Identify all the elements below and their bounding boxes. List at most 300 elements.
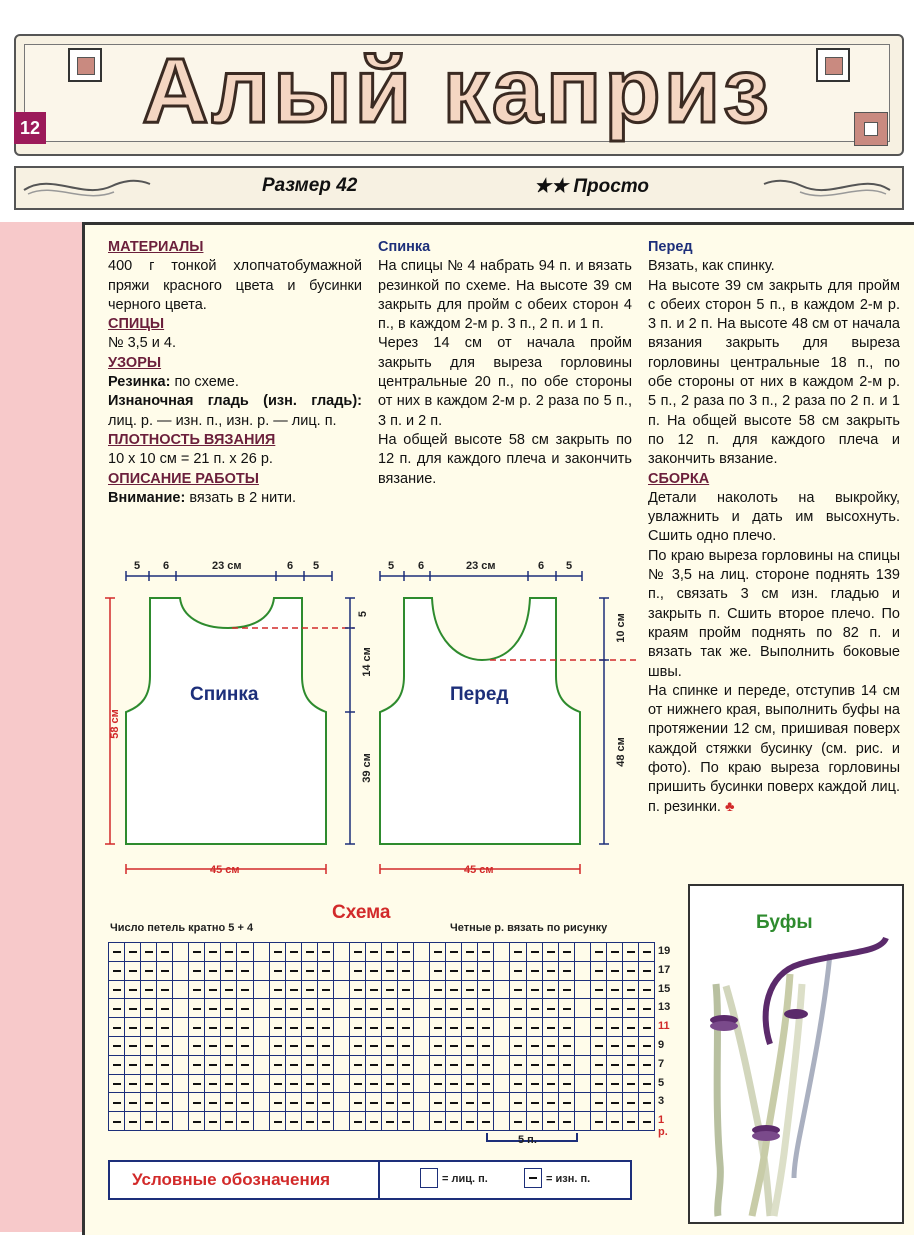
purl-dash-icon (531, 1045, 539, 1047)
purl-cell (397, 942, 414, 962)
purl-dash-icon (402, 951, 410, 953)
purl-dash-icon (129, 1064, 137, 1066)
purl-dash-icon (434, 1083, 442, 1085)
purl-dash-icon (274, 989, 282, 991)
purl-cell (606, 998, 623, 1018)
purl-cell (269, 1074, 286, 1094)
knit-cell (493, 1074, 510, 1094)
purl-dash-icon (145, 1102, 153, 1104)
purl-cell (381, 1017, 398, 1037)
purl-cell (397, 980, 414, 1000)
legend-title: Условные обозначения (132, 1170, 331, 1189)
purl-cell (397, 1111, 414, 1131)
purl-dash-icon (611, 1064, 619, 1066)
knit-cell (413, 1055, 430, 1075)
purl-cell (349, 998, 366, 1018)
purl-dash-icon (145, 989, 153, 991)
purl-cell (188, 961, 205, 981)
purl-dash-icon (611, 951, 619, 953)
purl-cell (269, 1036, 286, 1056)
purl-cell (429, 961, 446, 981)
knit-cell (253, 1111, 270, 1131)
purl-dash-icon (514, 1083, 522, 1085)
knit-cell (493, 1036, 510, 1056)
purl-dash-icon (113, 1102, 121, 1104)
purl-dash-icon (290, 1102, 298, 1104)
purl-dash-icon (563, 1064, 571, 1066)
purl-dash-icon (193, 951, 201, 953)
purl-cell (461, 1092, 478, 1112)
purl-cell (397, 1074, 414, 1094)
knit-cell (574, 1055, 591, 1075)
knit-cell (413, 961, 430, 981)
dim-label: 45 см (210, 864, 240, 876)
purl-dash-icon (241, 951, 249, 953)
purl-cell (108, 1017, 125, 1037)
purl-cell (236, 1055, 253, 1075)
purl-dash-icon (370, 970, 378, 972)
purl-dash-icon (450, 1121, 458, 1123)
row-label: 19 (658, 945, 671, 957)
purl-dash-icon (627, 970, 635, 972)
purl-cell (445, 942, 462, 962)
patterns-heading: УЗОРЫ (108, 354, 162, 371)
purl-text: лиц. р. — изн. п., изн. р. — лиц. п. (108, 412, 337, 429)
purl-cell (140, 942, 157, 962)
purl-dash-icon (386, 1008, 394, 1010)
purl-cell (317, 1055, 334, 1075)
purl-dash-icon (370, 1064, 378, 1066)
purl-cell (590, 1074, 607, 1094)
purl-cell (429, 1074, 446, 1094)
dim-label: 23 см (466, 560, 496, 572)
swirl-right-icon (762, 170, 892, 204)
purl-cell (236, 942, 253, 962)
purl-cell (461, 998, 478, 1018)
purl-dash-icon (113, 1083, 121, 1085)
knit-cell (172, 1055, 189, 1075)
purl-dash-icon (193, 1064, 201, 1066)
purl-cell (381, 1092, 398, 1112)
purl-dash-icon (402, 1064, 410, 1066)
purl-dash-icon (113, 1008, 121, 1010)
purl-dash-icon (161, 1064, 169, 1066)
dim-label: 23 см (212, 560, 242, 572)
purl-dash-icon (290, 1008, 298, 1010)
purl-cell (445, 961, 462, 981)
purl-cell (204, 961, 221, 981)
purl-cell (509, 1017, 526, 1037)
purl-cell (461, 961, 478, 981)
purl-dash-icon (514, 970, 522, 972)
purl-dash-icon (274, 1121, 282, 1123)
purl-dash-icon (563, 1121, 571, 1123)
purl-dash-icon (386, 989, 394, 991)
purl-cell (349, 1017, 366, 1037)
purl-cell (156, 1092, 173, 1112)
purl-dash-icon (547, 970, 555, 972)
purl-dash-icon (306, 1027, 314, 1029)
purl-dash-icon (370, 1045, 378, 1047)
purl-cell (397, 1036, 414, 1056)
purl-dash-icon (434, 1045, 442, 1047)
purl-dash-icon (241, 1121, 249, 1123)
assembly-paragraph: Детали наколоть на выкройку, увлажнить и дать им высохнуть. Сшить одно плечо. (648, 489, 900, 545)
purl-dash-icon (482, 970, 490, 972)
purl-dash-icon (290, 951, 298, 953)
assembly-paragraph: По краю выреза горловины на спицы № 3,5 на лиц. стороне поднять 139 п., связать 3 см изн. гладью и закрыть п. Сшить второе плечо. По краям пройм поднять по 82 п. и вязать так же. Выполнить боковые швы. (648, 547, 900, 680)
knit-cell (574, 1111, 591, 1131)
purl-cell (269, 1017, 286, 1037)
purl-dash-icon (113, 1045, 121, 1047)
purl-cell (220, 998, 237, 1018)
purl-cell (156, 961, 173, 981)
purl-dash-icon (611, 1121, 619, 1123)
back-paragraph: На спицы № 4 набрать 94 п. и вязать резинкой по схеме. На высоте 39 см закрыть для пройм с обеих сторон 4 п., в каждом 2-м р. 3 п., 2 п. и 1 п. (378, 258, 632, 333)
purl-dash-icon (595, 1102, 603, 1104)
purl-cell (526, 1055, 543, 1075)
purl-cell (509, 1074, 526, 1094)
swirl-left-icon (22, 170, 152, 204)
purl-cell (445, 1092, 462, 1112)
purl-dash-icon (193, 970, 201, 972)
purl-cell (397, 1017, 414, 1037)
purl-dash-icon (290, 1045, 298, 1047)
purl-cell (285, 980, 302, 1000)
purl-dash-icon (466, 1045, 474, 1047)
purl-dash-icon (354, 970, 362, 972)
purl-cell (220, 980, 237, 1000)
purl-cell (124, 998, 141, 1018)
purl-cell (445, 1017, 462, 1037)
dim-label: 6 (418, 560, 425, 572)
purl-dash-icon (643, 1045, 651, 1047)
purl-cell (526, 1036, 543, 1056)
purl-dash-icon (290, 989, 298, 991)
purl-dash-icon (402, 1102, 410, 1104)
purl-cell (558, 1092, 575, 1112)
purl-dash-icon (193, 1083, 201, 1085)
purl-dash-icon (450, 970, 458, 972)
purl-cell (542, 942, 559, 962)
dim-label: 5 (388, 560, 395, 572)
purl-cell (140, 998, 157, 1018)
purl-cell (381, 998, 398, 1018)
purl-dash-icon (402, 989, 410, 991)
purl-cell (558, 998, 575, 1018)
purl-cell (236, 1111, 253, 1131)
purl-cell (638, 1074, 655, 1094)
purl-cell (269, 1055, 286, 1075)
purl-cell (606, 1092, 623, 1112)
purl-dash-icon (611, 1008, 619, 1010)
purl-cell (542, 1111, 559, 1131)
purl-cell (381, 1111, 398, 1131)
purl-cell (477, 1017, 494, 1037)
purl-dash-icon (627, 1027, 635, 1029)
purl-dash-icon (354, 1102, 362, 1104)
knit-cell (413, 980, 430, 1000)
dim-label: 5 (134, 560, 141, 572)
purl-dash-icon (482, 1102, 490, 1104)
purl-cell (429, 1111, 446, 1131)
purl-dash-icon (595, 1121, 603, 1123)
purl-cell (509, 1036, 526, 1056)
bufy-drawing (690, 934, 898, 1218)
purl-cell (526, 1092, 543, 1112)
purl-cell (477, 942, 494, 962)
knitting-chart (108, 942, 654, 1130)
purl-cell (317, 1092, 334, 1112)
purl-dash-icon (563, 1008, 571, 1010)
purl-cell (397, 961, 414, 981)
dim-label: 6 (538, 560, 545, 572)
purl-cell (317, 961, 334, 981)
purl-dash-icon (450, 951, 458, 953)
purl-dash-icon (643, 1064, 651, 1066)
purl-dash-icon (482, 1008, 490, 1010)
purl-cell (108, 980, 125, 1000)
materials-text: 400 г тонкой хлопчатобумажной пряжи красного цвета и бусинки черного цвета. (108, 258, 362, 313)
purl-dash-icon (402, 970, 410, 972)
purl-dash-icon (482, 989, 490, 991)
purl-cell (622, 1017, 639, 1037)
repeat-bracket-tick (576, 1133, 578, 1142)
purl-cell (156, 1074, 173, 1094)
purl-dash-icon (209, 989, 217, 991)
purl-dash-icon (563, 951, 571, 953)
purl-cell (558, 1036, 575, 1056)
knit-cell (574, 1074, 591, 1094)
purl-dash-icon (466, 1102, 474, 1104)
purl-dash-icon (595, 1064, 603, 1066)
purl-dash-icon (450, 1102, 458, 1104)
purl-dash-icon (209, 970, 217, 972)
purl-dash-icon (225, 951, 233, 953)
knit-cell (574, 1017, 591, 1037)
purl-cell (220, 961, 237, 981)
purl-dash-icon (209, 1121, 217, 1123)
knit-cell (574, 1036, 591, 1056)
purl-cell (365, 980, 382, 1000)
purl-dash-icon (595, 1045, 603, 1047)
purl-cell (590, 1111, 607, 1131)
purl-cell (108, 942, 125, 962)
purl-dash-icon (193, 1121, 201, 1123)
purl-cell (220, 1017, 237, 1037)
purl-cell (301, 980, 318, 1000)
purl-cell (477, 1111, 494, 1131)
rib-label: Резинка: (108, 374, 171, 391)
purl-dash-icon (290, 1083, 298, 1085)
purl-cell (269, 998, 286, 1018)
purl-cell (509, 942, 526, 962)
knit-cell (413, 1074, 430, 1094)
purl-cell (622, 998, 639, 1018)
attention-text: вязать в 2 нити. (189, 489, 297, 506)
purl-dash-icon (547, 1064, 555, 1066)
purl-cell (381, 980, 398, 1000)
repeat-label: 5 п. (518, 1134, 537, 1146)
purl-cell (140, 980, 157, 1000)
purl-dash-icon (611, 1083, 619, 1085)
page-number: 12 (14, 112, 46, 144)
purl-cell (542, 998, 559, 1018)
purl-dash-icon (145, 1064, 153, 1066)
purl-dash-icon (402, 1121, 410, 1123)
purl-dash-icon (547, 989, 555, 991)
purl-cell (606, 1017, 623, 1037)
purl-cell (526, 1111, 543, 1131)
purl-dash-icon (306, 951, 314, 953)
purl-cell (188, 1055, 205, 1075)
purl-dash-icon (241, 1083, 249, 1085)
back-paragraph: Через 14 см от начала пройм закрыть для выреза горловины центральные 20 п., по обе стороны от них в каждом 2-м р. 2 раза по 5 п., 3 п. и 2 п. (378, 335, 632, 429)
purl-dash-icon (145, 1027, 153, 1029)
purl-dash-icon (514, 1064, 522, 1066)
purl-cell (622, 961, 639, 981)
purl-cell (429, 1036, 446, 1056)
purl-dash-icon (209, 1064, 217, 1066)
purl-cell (124, 961, 141, 981)
dim-label: 48 см (614, 737, 627, 767)
purl-cell (204, 1017, 221, 1037)
purl-dash-icon (129, 951, 137, 953)
knit-cell (333, 961, 350, 981)
purl-cell (156, 980, 173, 1000)
purl-cell (317, 1111, 334, 1131)
purl-cell (526, 980, 543, 1000)
purl-dash-icon (129, 1102, 137, 1104)
purl-dash-icon (643, 951, 651, 953)
purl-cell (236, 1036, 253, 1056)
knit-cell (574, 942, 591, 962)
corner-square-icon (854, 112, 888, 146)
purl-cell (156, 1055, 173, 1075)
purl-dash-icon (145, 1083, 153, 1085)
purl-dash-icon (113, 970, 121, 972)
purl-cell (349, 942, 366, 962)
purl-dash-icon (306, 1045, 314, 1047)
purl-dash-icon (547, 1008, 555, 1010)
purl-cell (622, 1111, 639, 1131)
purl-dash-icon (354, 1027, 362, 1029)
purl-dash-icon (241, 1027, 249, 1029)
purl-dash-icon (209, 1083, 217, 1085)
purl-dash-icon (161, 1008, 169, 1010)
purl-dash-icon (145, 1045, 153, 1047)
legend-divider (378, 1162, 380, 1198)
purl-cell (445, 980, 462, 1000)
purl-dash-icon (547, 1027, 555, 1029)
purl-cell (445, 1036, 462, 1056)
purl-cell (204, 1036, 221, 1056)
purl-cell (140, 1092, 157, 1112)
knit-cell (253, 1092, 270, 1112)
knit-cell (333, 1017, 350, 1037)
purl-cell (509, 980, 526, 1000)
purl-dash-icon (161, 989, 169, 991)
club-icon: ♣ (724, 798, 735, 815)
purl-dash-icon (643, 970, 651, 972)
knit-cell (333, 1074, 350, 1094)
purl-cell (365, 961, 382, 981)
purl-cell (606, 980, 623, 1000)
assembly-paragraph: На спинке и переде, отступив 14 см от нижнего края, выполнить буфы на протяжении 12 см, пришивая поверх каждой стяжки бусинку (см. рис. и фото). По краю выреза горловины пришить бусинки поверх каждой лиц. п. резинки. ♣ (648, 682, 900, 815)
purl-cell (269, 1111, 286, 1131)
purl-dash-icon (595, 951, 603, 953)
purl-dash-icon (563, 989, 571, 991)
purl-cell (590, 980, 607, 1000)
row-label: 7 (658, 1057, 665, 1070)
purl-cell (365, 1111, 382, 1131)
purl-dash-icon (386, 951, 394, 953)
knit-cell (172, 998, 189, 1018)
dim-label: 10 см (614, 613, 627, 643)
purl-cell (140, 1017, 157, 1037)
purl-dash-icon (161, 1102, 169, 1104)
purl-dash-icon (482, 951, 490, 953)
purl-cell (124, 980, 141, 1000)
purl-cell (397, 1055, 414, 1075)
purl-cell (108, 1092, 125, 1112)
purl-cell (188, 998, 205, 1018)
purl-dash-icon (370, 1121, 378, 1123)
purl-cell (381, 1074, 398, 1094)
purl-dash-icon (290, 1064, 298, 1066)
purl-dash-icon (322, 1008, 330, 1010)
knit-cell (333, 998, 350, 1018)
purl-cell (301, 1074, 318, 1094)
purl-dash-icon (225, 1121, 233, 1123)
purl-dash-icon (547, 1083, 555, 1085)
purl-cell (622, 1074, 639, 1094)
purl-dash-icon (482, 1027, 490, 1029)
purl-dash-icon (161, 951, 169, 953)
purl-dash-icon (466, 1083, 474, 1085)
purl-dash-icon (434, 1121, 442, 1123)
purl-cell (542, 961, 559, 981)
purl-dash-icon (643, 1083, 651, 1085)
purl-cell (204, 998, 221, 1018)
purl-dash-icon (531, 970, 539, 972)
purl-cell (188, 1092, 205, 1112)
purl-dash-icon (322, 1121, 330, 1123)
knit-cell (493, 1017, 510, 1037)
purl-dash-icon (209, 1008, 217, 1010)
purl-cell (365, 998, 382, 1018)
purl-cell (269, 961, 286, 981)
purl-dash-icon (274, 1064, 282, 1066)
knit-cell (253, 942, 270, 962)
purl-cell (285, 1074, 302, 1094)
purl-cell (477, 1092, 494, 1112)
knit-cell (413, 942, 430, 962)
purl-dash-icon (322, 1102, 330, 1104)
purl-dash-icon (595, 970, 603, 972)
purl-dash-icon (611, 1027, 619, 1029)
purl-dash-icon (306, 970, 314, 972)
purl-dash-icon (241, 1008, 249, 1010)
purl-cell (349, 1111, 366, 1131)
purl-dash-icon (322, 1083, 330, 1085)
purl-cell (461, 1036, 478, 1056)
purl-cell (301, 998, 318, 1018)
purl-cell (204, 1074, 221, 1094)
purl-cell (461, 1074, 478, 1094)
purl-dash-icon (434, 1027, 442, 1029)
purl-dash-icon (466, 1008, 474, 1010)
